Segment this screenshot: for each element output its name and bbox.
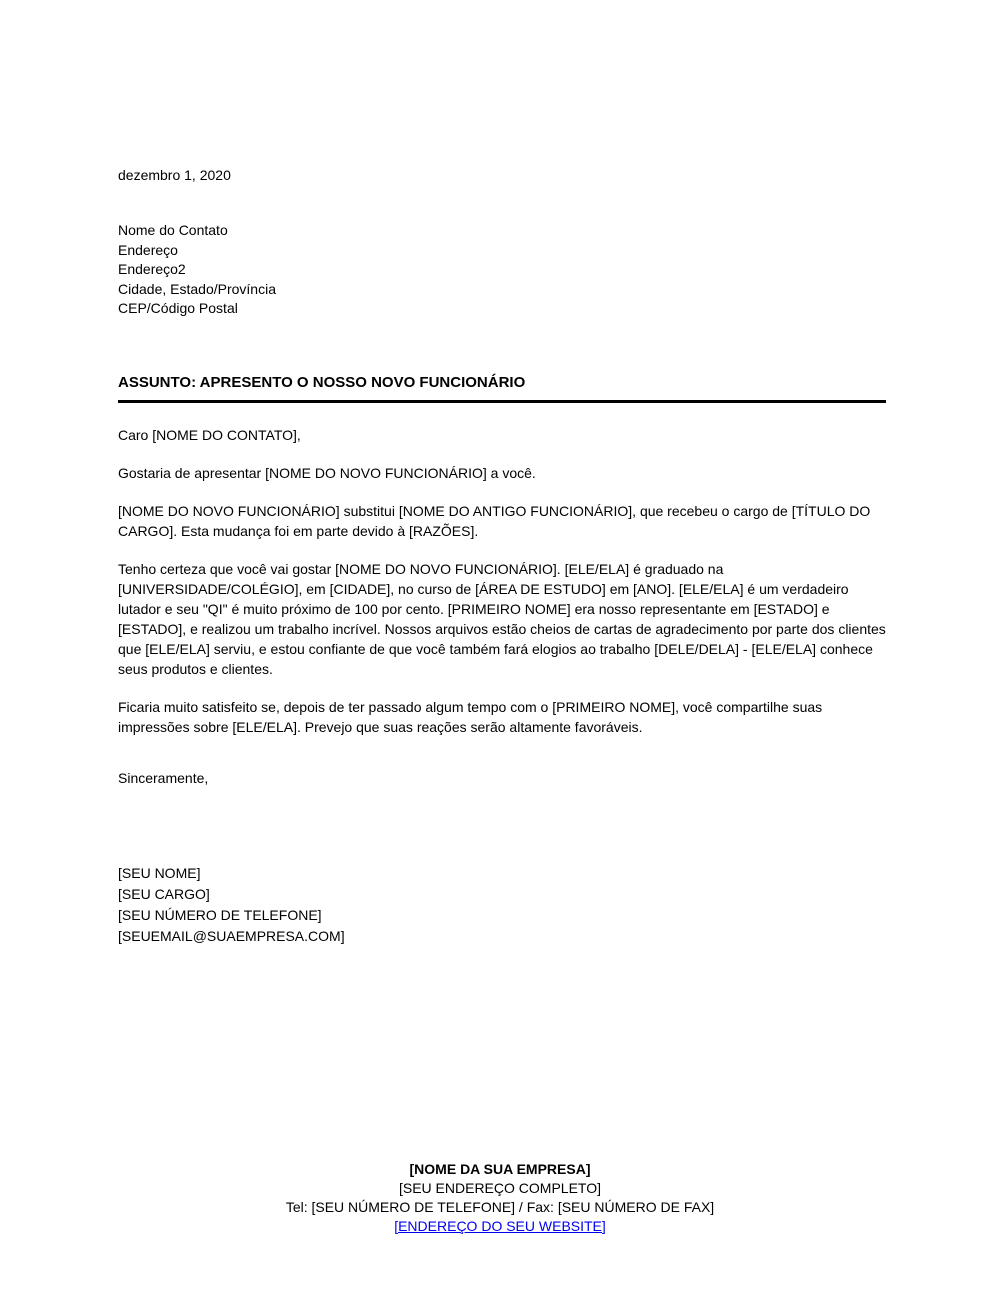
sender-name: [SEU NOME] bbox=[118, 864, 201, 881]
body-paragraph-3: Tenho certeza que você vai gostar [NOME DO NOVO FUNCIONÁRIO]. [ELE/ELA] é graduado na [UNIVERSIDADE/COLÉGIO], em [CIDADE], no curso de [ÁREA DE ESTUDO] em [ANO]. [ELE/ELA] é um verdadeiro lutador e seu "QI" é muito próximo de 100 por cento. [PRIMEIRO NOME] era nosso representante em [ESTADO] e [ESTADO], e realizou um trabalho incrível. Nossos arquivos estão cheios de cartas de agradecimento por parte dos clientes que [ELE/ELA] serviu, e estou confiante de que você também fará elogios ao trabalho [DELE/DELA] - [ELE/ELA] conhece seus produtos e clientes. bbox=[118, 560, 886, 677]
recipient-postal-code: CEP/Código Postal bbox=[118, 300, 238, 316]
footer-company-name: [NOME DA SUA EMPRESA] bbox=[409, 1161, 591, 1177]
body-paragraph-4: Ficaria muito satisfeito se, depois de ter passado algum tempo com o [PRIMEIRO NOME], você compartilhe suas impressões sobre [ELE/ELA]. Prevejo que suas reações serão altamente favoráveis. bbox=[118, 698, 823, 735]
salutation: Caro [NOME DO CONTATO], bbox=[118, 426, 301, 443]
website-link[interactable]: [ENDEREÇO DO SEU WEBSITE] bbox=[394, 1218, 606, 1234]
sender-phone: [SEU NÚMERO DE TELEFONE] bbox=[118, 906, 322, 923]
signature-block bbox=[118, 863, 886, 947]
recipient-name: Nome do Contato bbox=[118, 222, 228, 238]
closing-salutation: Sinceramente, bbox=[118, 769, 209, 786]
body-paragraph-1: Gostaria de apresentar [NOME DO NOVO FUNCIONÁRIO] a você. bbox=[118, 464, 536, 481]
recipient-address-line1: Endereço bbox=[118, 241, 178, 258]
footer-tel-fax: Tel: [SEU NÚMERO DE TELEFONE] / Fax: [SEU NÚMERO DE FAX] bbox=[285, 1199, 715, 1215]
letter-footer bbox=[0, 1160, 1000, 1236]
body-paragraph-2: [NOME DO NOVO FUNCIONÁRIO] substitui [NOME DO ANTIGO FUNCIONÁRIO], que recebeu o cargo de [TÍTULO DO CARGO]. Esta mudança foi em parte devido à [RAZÕES]. bbox=[118, 502, 871, 539]
footer-company-address: [SEU ENDEREÇO COMPLETO] bbox=[398, 1180, 601, 1196]
recipient-address-block bbox=[118, 221, 886, 319]
footer-website-line bbox=[0, 1217, 1000, 1236]
recipient-address-line2: Endereço2 bbox=[118, 261, 186, 277]
recipient-city-state: Cidade, Estado/Província bbox=[118, 280, 276, 297]
sender-title: [SEU CARGO] bbox=[118, 885, 210, 902]
letter-date: dezembro 1, 2020 bbox=[118, 167, 231, 183]
subject-divider-rule bbox=[118, 400, 886, 403]
subject-heading: ASSUNTO: APRESENTO O NOSSO NOVO FUNCIONÁRIO bbox=[118, 373, 526, 391]
sender-email: [SEUEMAIL@SUAEMPRESA.COM] bbox=[118, 927, 345, 944]
